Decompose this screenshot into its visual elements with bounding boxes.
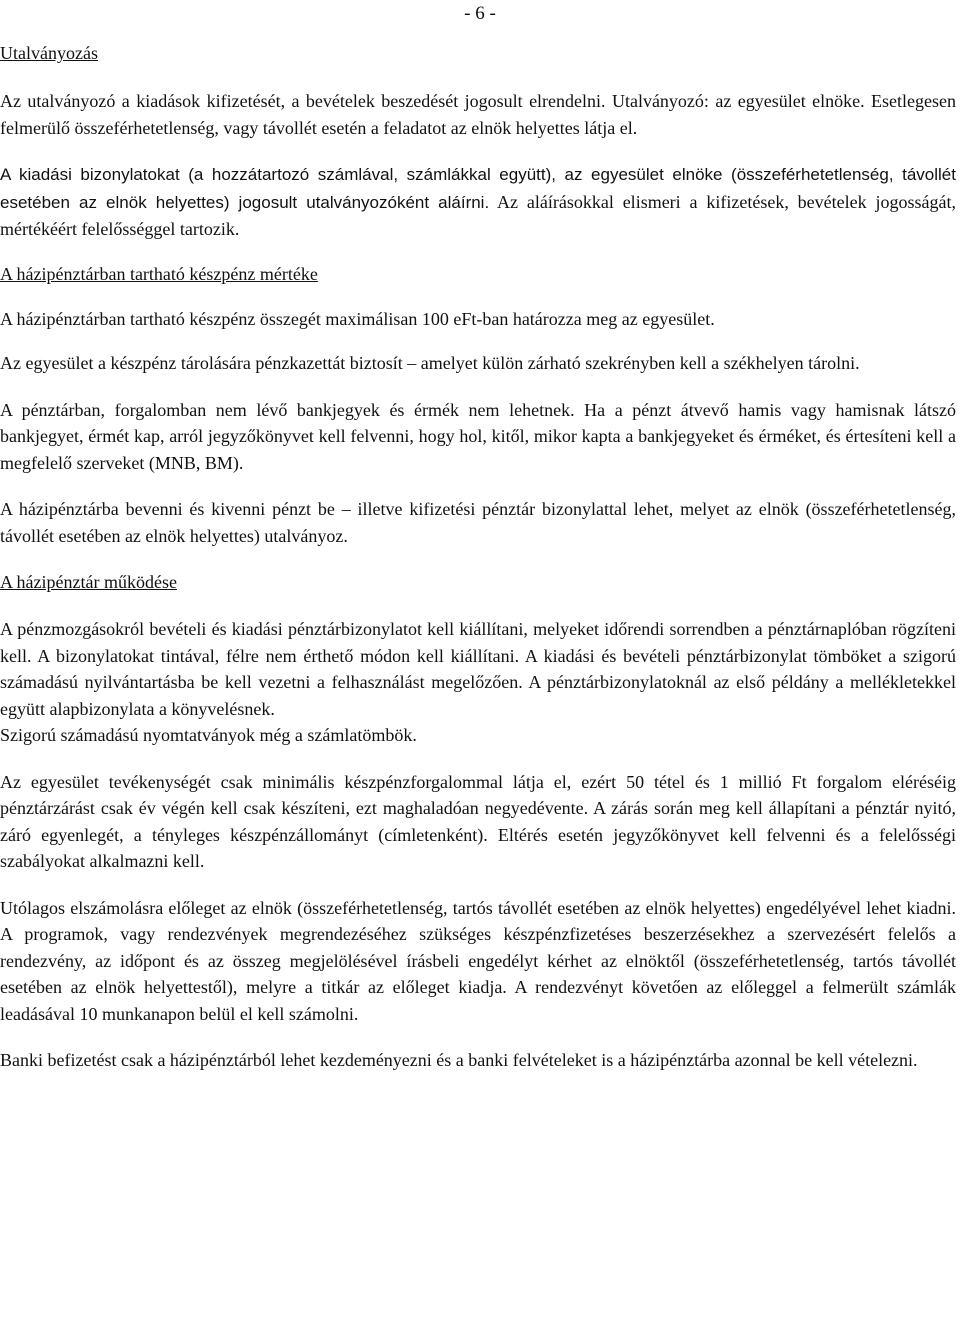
page-number: - 6 - (464, 3, 496, 24)
document-body (0, 40, 956, 1074)
paragraph-utalvanyozo: Az utalványozó a kiadások kifizetését, a bevételek beszedését jogosult elrendelni. Utalványozó: az egyesület elnöke. Esetlegesen felmerülő összeférhetetlenség, vagy távollét esetén a feladatot az elnök helyettes látja el. (0, 91, 956, 138)
section-heading-utalvanyozas: Utalványozás (0, 43, 98, 63)
paragraph-banki-befizetes: Banki befizetést csak a házipénztárból lehet kezdeményezni és a banki felvételeket is a házipénztárba azonnal be kell vételezni. (0, 1050, 918, 1070)
paragraph-penzmozgas: A pénzmozgásokról bevételi és kiadási pénztárbizonylatot kell kiállítani, melyeket időrendi sorrendben a pénztárnaplóban rögzíteni kell. A bizonylatokat tintával, félre nem érthető módon kell kiállítani. A kiadási és bevételi pénztárbizonylat tömböket a szigorú számadású nyilvántartásba be kell vezetni a felhasználást megelőzően. A pénztárbizonylatoknál az első példány a mellékletekkel együtt alapbizonylata a könyvelésnek. (0, 619, 956, 719)
paragraph-alairas (0, 161, 956, 243)
paragraph-alairas-sans: A kiadási bizonylatokat (a hozzátartozó számlával, számlákkal együtt), az egyesület elnöke (összeférhetetlenség, távollét esetében az elnök helyettes) jogosult utalványozóként aláírni. (0, 165, 956, 212)
section-heading-mukodes: A házipénztár működése (0, 572, 177, 592)
paragraph-bevetel-kivetel: A házipénztárba bevenni és kivenni pénzt be – illetve kifizetési pénztár bizonylattal lehet, melyet az elnök (összeférhetetlenség, távollét esetében az elnök helyettes) utalványoz. (0, 499, 956, 546)
paragraph-alairas-serif: Az aláírásokkal elismeri a kifizetések, bevételek jogosságát, mértékéért felelősséggel tartozik. (0, 191, 956, 239)
paragraph-szigoru-szamadas: Szigorú számadású nyomtatványok még a számlatömbök. (0, 725, 417, 745)
paragraph-penzkazetta: Az egyesület a készpénz tárolására pénzkazettát biztosít – amelyet külön zárható szekrényben kell a székhelyen tárolni. (0, 353, 860, 373)
paragraph-penztarzaras: Az egyesület tevékenységét csak minimális készpénzforgalommal látja el, ezért 50 tétel és 1 millió Ft forgalom eléréséig pénztárzárást csak év végén kell csak készíteni, ezt maghaladóan negyedévente. A zárás során meg kell állapítani a pénztár nyitó, záró egyenlegét, a tényleges készpénzállományt (címletenként). Eltérés esetén jegyzőkönyvet kell felvenni és a felelősségi szabályokat alkalmazni kell. (0, 771, 956, 871)
paragraph-bankjegyek: A pénztárban, forgalomban nem lévő bankjegyek és érmék nem lehetnek. Ha a pénzt átvevő hamis vagy hamisnak látszó bankjegyet, érmét kap, arról jegyzőkönyvet kell felvenni, hogy hol, kitől, mikor kapta a bankjegyeket és érméket, és értesíteni kell a megfelelő szerveket (MNB, BM). (0, 399, 956, 473)
paragraph-max-keszpenz: A házipénztárban tartható készpénz összegét maximálisan 100 eFt-ban határozza meg az egyesület. (0, 308, 715, 329)
section-heading-keszpenz-mertek: A házipénztárban tartható készpénz mértéke (0, 263, 318, 284)
paragraph-eloleg: Utólagos elszámolásra előleget az elnök (összeférhetetlenség, tartós távollét esetében az elnök helyettes) engedélyével lehet kiadni. A programok, vagy rendezvények megrendezéséhez szükséges készpénzfizetéses beszerzésekhez a szervezésért felelős a rendezvény, az időpont és az összeg megjelölésével írásbeli engedélyt kérhet az elnöktől (összeférhetetlenség, tartós távollét esetében az elnök helyettestől), melyre a titkár az előleget kiadja. A rendezvényt követően az előleggel a felmerült számlák leadásával 10 munkanapon belül el kell számolni. (0, 897, 956, 1024)
